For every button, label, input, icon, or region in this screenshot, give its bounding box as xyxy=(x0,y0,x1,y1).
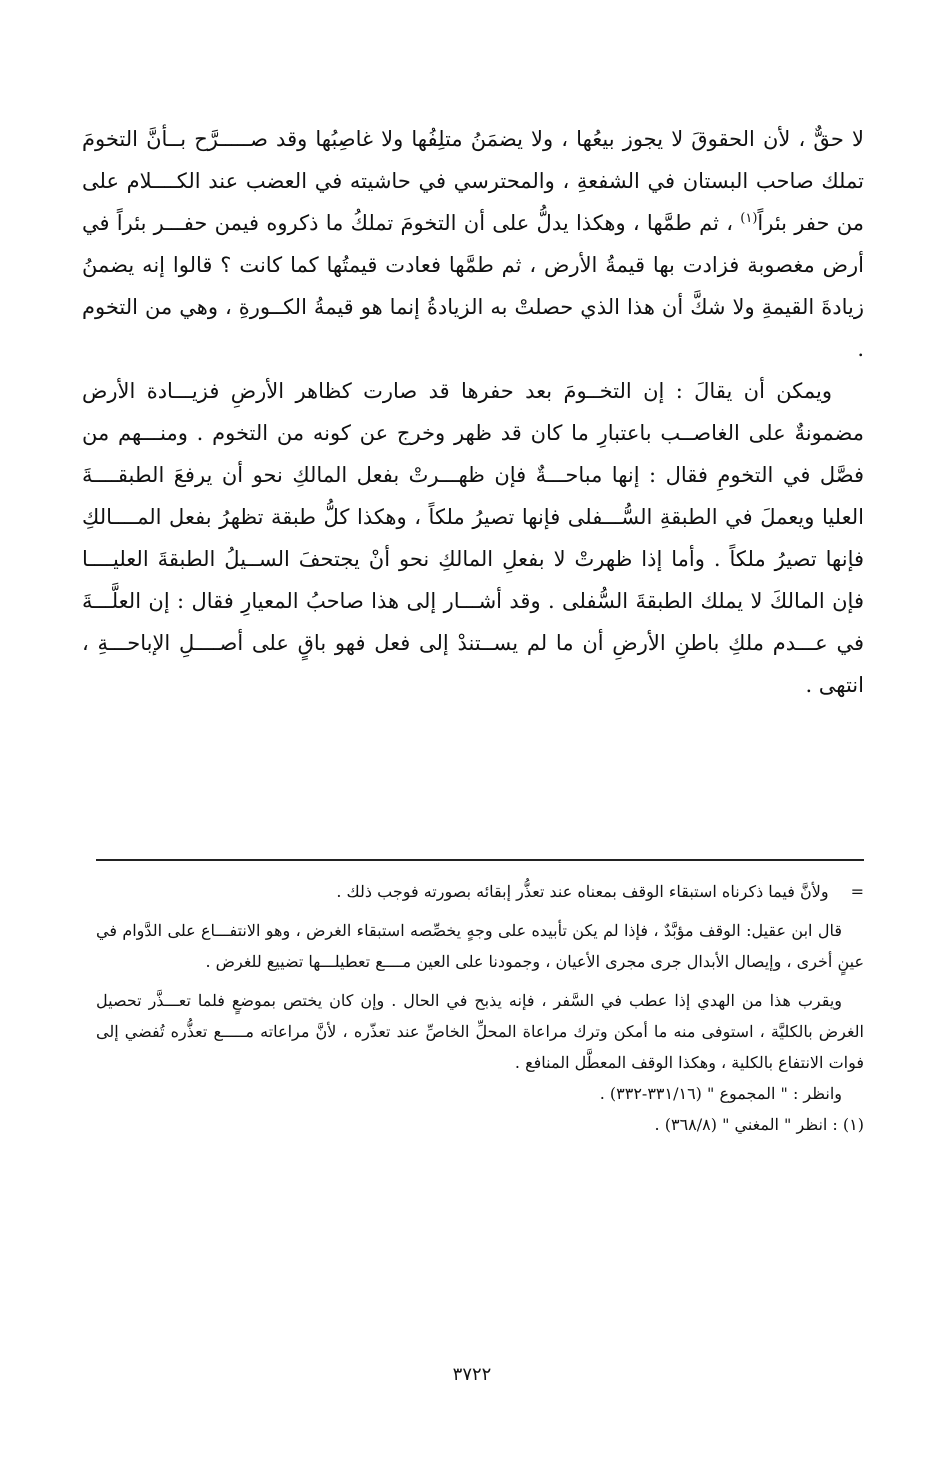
footnote-see-majmu: وانظر : " المجموع " (٣٣١/١٦-٣٣٢) . xyxy=(599,1084,842,1103)
paragraph-2: ويمكن أن يقالَ : إن التخــومَ بعد حفرها قد صارت كظاهر الأرضِ فزيـــادة الأرض مضمونةٌ على الغاصــب باعتبارِ ما كان قد ظهر وخرج عن كونه من التخوم . ومنـــهم من فصَّل في التخومِ فقال : إنها مباحـــةٌ فإن ظهـــرتْ بفعل المالكِ نحو أن يرفعَ الطبقــــةَ العليا ويعملَ في الطبقةِ السُّـــفلى فإنها تصيرُ ملكاً ، وهكذا كلُّ طبقة تظهرُ بفعل المــــالكِ فإنها تصيرُ ملكاً . وأما إذا ظهرتْ لا بفعلِ المالكِ نحو أنْ يجتحفَ الســيلُ الطبقةَ العليــــا فإن المالكَ لا يملك الطبقةَ السُّفلى . وقد أشـــار إلى هذا صاحبُ المعيارِ فقال : إن العلَّـــةَ في عـــدم ملكِ باطنِ الأرضِ أن ما لم يســتندْ إلى فعل فهو باقٍ على أصــــلِ الإباحـــةِ ، انتهى . xyxy=(82,379,864,697)
footnote-hady: ويقرب هذا من الهدي إذا عطب في السَّفر ، فإنه يذبح في الحال . وإن كان يختص بموضعٍ فلما تعـــذَّر تحصيل الغرض بالكليَّة ، استوفى منه ما أمكن وترك مراعاة المحلِّ الخاصِّ عند تعذّره ، لأنَّ مراعاته مـــــع تعذُّره تُفضي إلى فوات الانتفاع بالكلية ، وهكذا الوقف المعطَّل المنافع . xyxy=(96,991,864,1072)
paragraph-1-text-b: ، ثم طمَّها ، وهكذا يدلُّ على أن التخومَ تملكُ ما ذكروه فيمن حفـــر بئراً في أرض مغصوبة فزادت بها قيمةُ الأرض ، ثم طمَّها فعادت قيمتُها كما كانت ؟ قالوا إنه يضمنُ زيادةَ القيمةِ ولا شكَّ أن هذا الذي حصلتْ به الزيادةُ إنما هو قيمةُ الكــورةِ ، وهي من التخوم . xyxy=(82,211,864,361)
page-number: ٣٧٢٢ xyxy=(452,1364,492,1385)
footnote-separator xyxy=(96,859,864,861)
main-text xyxy=(82,118,864,706)
paragraph-1-text-a: لا حقٌّ ، لأن الحقوقَ لا يجوز بيعُها ، ولا يضمَنُ متلِفُها ولا غاصِبُها وقد صـــــرَّح بــأنَّ التخومَ تملك صاحب البستان في الشفعةِ ، والمحترسي في حاشيته في العضب عند الكــــلام على من حفر بئراً xyxy=(82,127,864,235)
footnote-reference-1: (١) xyxy=(740,211,758,226)
footnote-ibn-aqil: قال ابن عقيل: الوقف مؤبَّدٌ ، فإذا لم يكن تأبيده على وجهٍ يخصِّصه استبقاء الغرض ، وهو الانتفـــاع على الدَّوام في عينٍ أخرى ، وإيصال الأبدال جرى مجرى الأعيان ، وجمودنا على العين مــــع تعطيلـــها تضييع للغرض . xyxy=(96,921,864,971)
footnotes xyxy=(96,876,864,1140)
paragraph-1 xyxy=(82,118,864,370)
body-text xyxy=(82,118,864,706)
continuation-text: ولأنَّ فيما ذكرناه استبقاء الوقف بمعناه عند تعذُّر إبقائه بصورته فوجب ذلك . xyxy=(336,882,829,901)
continuation-mark: = xyxy=(850,882,864,901)
footnote-1: (١) : انظر " المغني " (٣٦٨/٨) . xyxy=(654,1115,864,1134)
footnote-continuation xyxy=(96,876,864,907)
